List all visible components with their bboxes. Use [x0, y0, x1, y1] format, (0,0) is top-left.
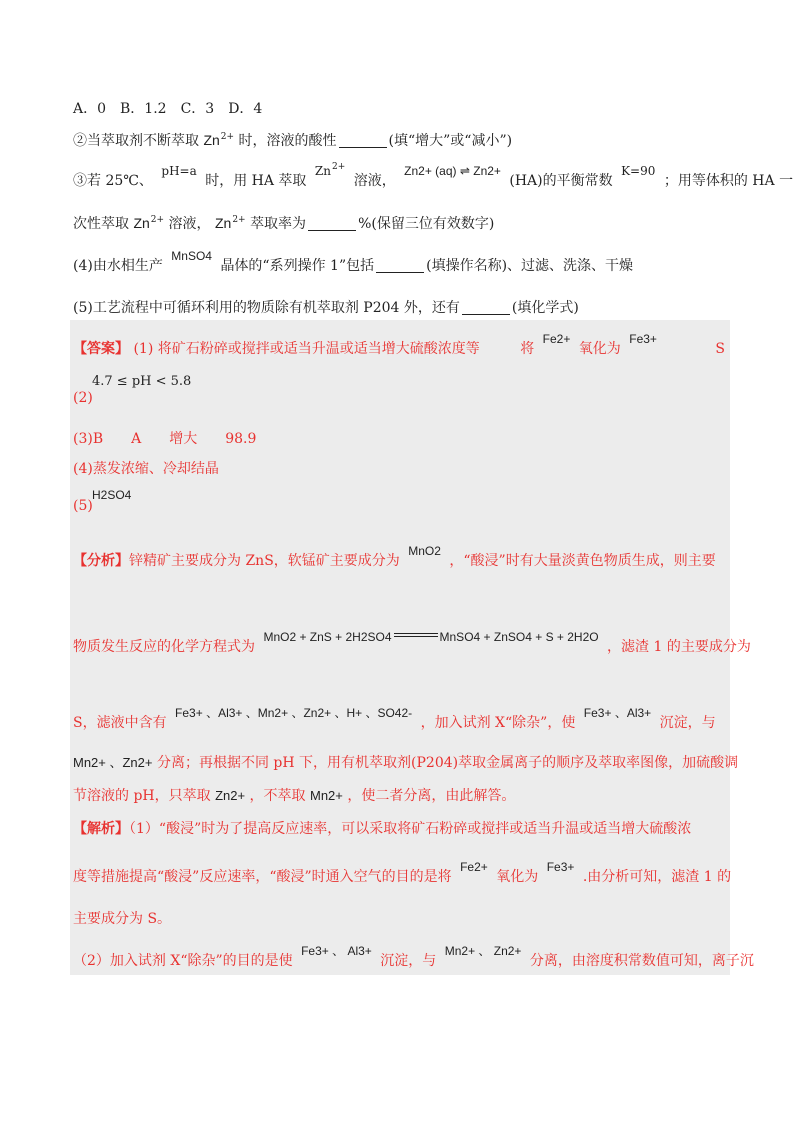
analysis-line-4: Mn2+ 、Zn2+ 分离；再根据不同 pH 下，用有机萃取剂(P204)萃取金属离子的顺序及萃取率图像，加硫酸调 — [73, 755, 739, 771]
analysis-line-5: 节溶液的 pH，只萃取 Zn2+ ，不萃取 Mn2+ ，使二者分离，由此解答。 — [73, 788, 516, 804]
analysis-line-1: 【分析】锌精矿主要成分为 ZnS，软锰矿主要成分为 MnO2 ，“酸浸”时有大量淡黄色物质生成，则主要 — [73, 544, 716, 569]
answer-2-label: (2) — [73, 390, 93, 406]
answer-2-range: 4.7 ≤ pH < 5.8 — [92, 374, 192, 389]
answer-4: (4)蒸发浓缩、冷却结晶 — [73, 461, 219, 477]
question-3-line: ③若 25℃、 pH=a 时，用 HA 萃取 $Zn^{2+}$ 溶液， Zn2+ (aq) ⇌ Zn2+ (HA)的平衡常数 K=90 ；用等体积的 HA 一 — [73, 162, 794, 189]
question-3b-line: 次性萃取 $Zn^{2+}$ 溶液， $Zn^{2+}$ 萃取率为 %(保留三位有效数字) — [73, 215, 495, 232]
solution-line-4: （2）加入试剂 X“除杂”的目的是使 Fe3+ 、 Al3+ 沉淀，与 Mn2+ 、 Zn2+ 分离，由溶度积常数值可知，离子沉 — [73, 944, 754, 969]
question-5-line: (5)工艺流程中可循环利用的物质除有机萃取剂 P204 外，还有 (填化学式) — [73, 300, 579, 316]
solution-line-2: 度等措施提高“酸浸”反应速率，“酸浸”时通入空气的目的是将 Fe2+ 氧化为 Fe3+ .由分析可知，滤渣 1 的 — [73, 860, 732, 885]
answer-5-formula: H2SO4 — [92, 488, 132, 502]
answer-3: (3)B A 增大 98.9 — [73, 431, 257, 447]
answer-blank[interactable] — [339, 133, 387, 148]
question-options: A．0 B．1.2 C．3 D．4 — [73, 101, 263, 117]
solution-line-1: 【解析】（1）“酸浸”时为了提高反应速率，可以采取将矿石粉碎或搅拌或适当升温或适当增大硫酸浓 — [73, 821, 692, 837]
analysis-line-3: S，滤液中含有 Fe3+ 、Al3+ 、Mn2+ 、Zn2+ 、H+ 、SO42- ，加入试剂 X“除杂”，使 Fe3+ 、Al3+ 沉淀，与 — [73, 706, 716, 731]
equals-sign — [394, 633, 438, 637]
answer-blank[interactable] — [308, 216, 356, 231]
answer-blank[interactable] — [376, 258, 424, 273]
analysis-line-2: 物质发生反应的化学方程式为 MnO2 + ZnS + 2H2SO4 MnSO4 + ZnSO4 + S + 2H2O ，滤渣 1 的主要成分为 — [73, 630, 751, 655]
answer-5-label: (5) — [73, 498, 93, 514]
answer-blank[interactable] — [462, 300, 510, 315]
answer-line-1: 【答案】 (1) 将矿石粉碎或搅拌或适当升温或适当增大硫酸浓度等 将 Fe2+ 氧化为 Fe3+ S — [73, 332, 725, 357]
question-2-line: ②当萃取剂不断萃取 $Zn^{2+}$ 时，溶液的酸性 (填“增大”或“减小”) — [73, 132, 513, 149]
question-4-line: (4)由水相生产 MnSO4 晶体的“系列操作 1”包括 (填操作名称)、过滤、洗涤、干燥 — [73, 249, 634, 274]
solution-line-3: 主要成分为 S。 — [73, 911, 172, 927]
